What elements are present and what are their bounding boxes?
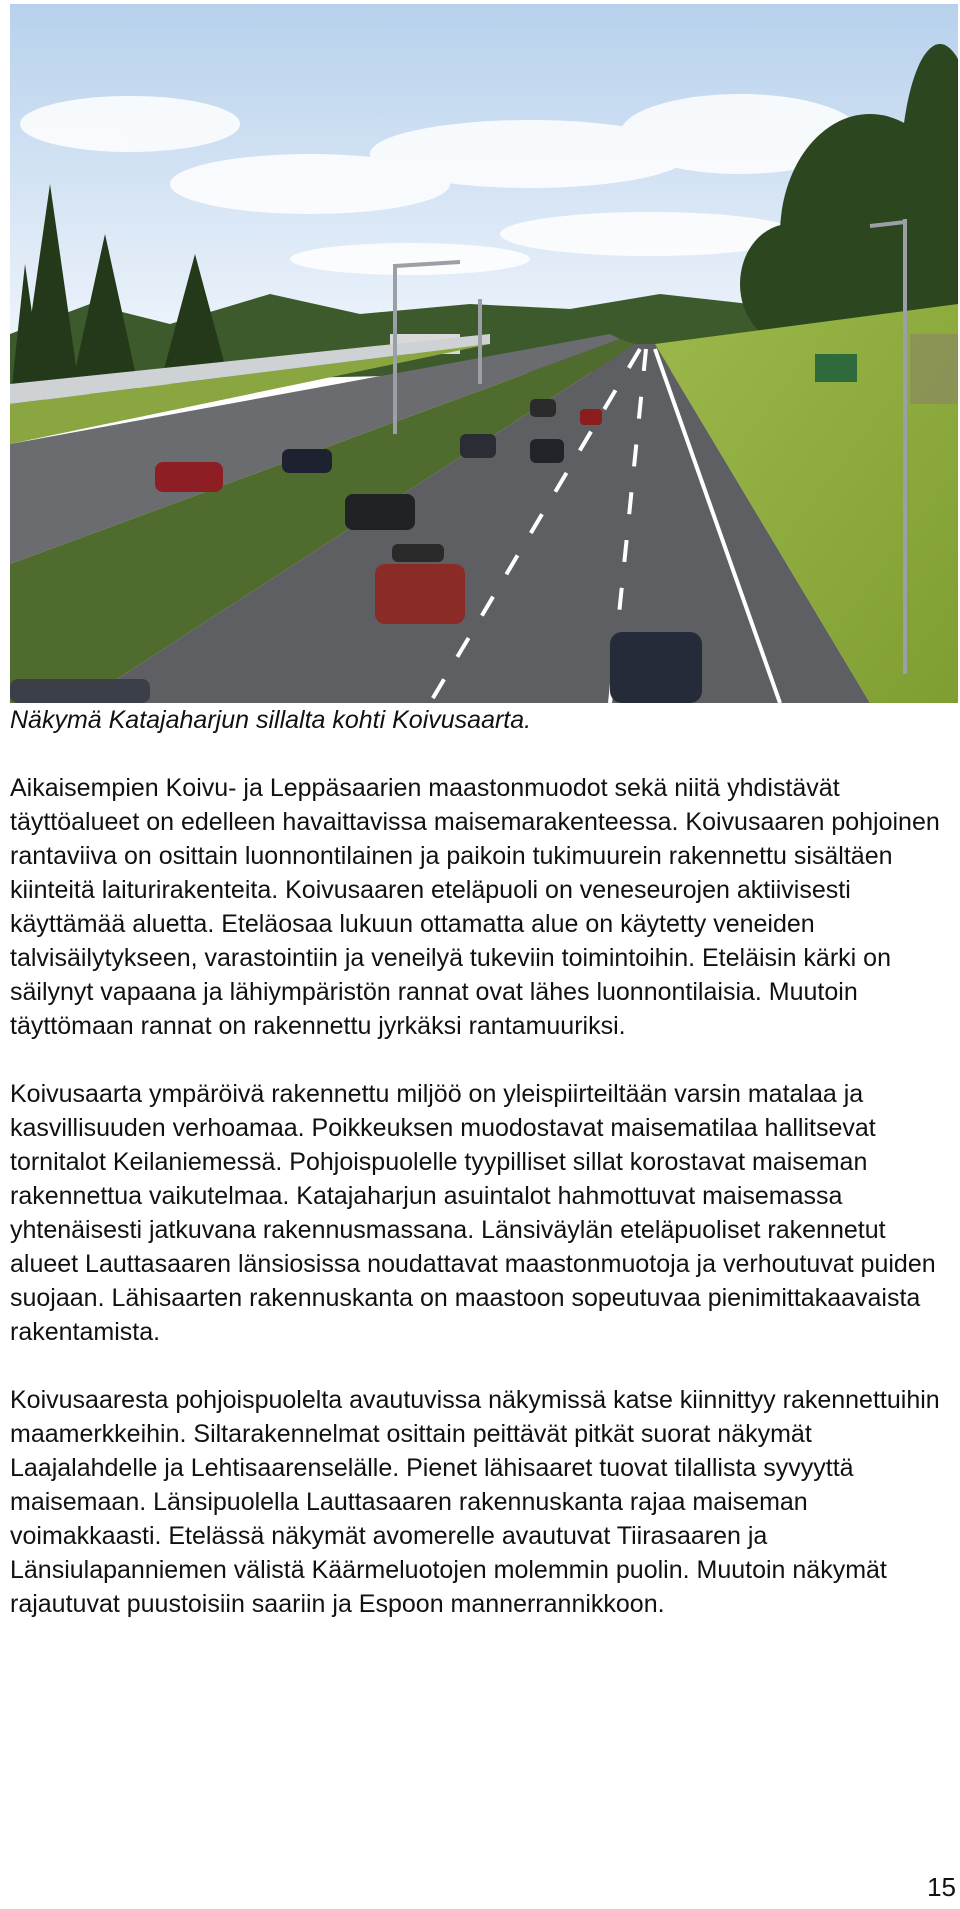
- highway-photo: [10, 4, 958, 703]
- page-number: 15: [927, 1872, 956, 1902]
- paragraph: Koivusaarta ympäröivä rakennettu miljöö on yleispiirteiltään varsin matalaa ja kasvillisuuden verhoamaa. Poikkeuksen muodostavat maisematilaa hallitsevat tornitalot Keilaniemessä. Pohjoispuolelle tyypilliset sillat korostavat maiseman rakennettua vaikutelmaa. Katajaharjun asuintalot hahmottuvat maisemassa yhtenäisesti jatkuvana rakennusmassana. Länsiväylän eteläpuoliset rakennetut alueet Lauttasaaren länsiosissa noudattavat maastonmuotoja ja verhoutuvat puiden suojaan. Lähisaarten rakennuskanta on maastoon sopeutuvaa pienimittakaavaista rakentamista.: [10, 1080, 936, 1346]
- paragraph: Koivusaaresta pohjoispuolelta avautuvissa näkymissä katse kiinnittyy rakennettuihin maamerkkeihin. Siltarakennelmat osittain peittävät pitkät suorat näkymät Laajalahdelle ja Lehtisaarenselälle. Pienet lähisaaret tuovat tilallista syvyyttä maisemaan. Länsipuolella Lauttasaaren rakennuskanta rajaa maiseman voimakkaasti. Etelässä näkymät avomerelle avautuvat Tiirasaaren ja Länsiulapanniemen välistä Käärmeluotojen molemmin puolin. Muutoin näkymät rajautuvat puustoisiin saariin ja Espoon mannerrannikkoon.: [10, 1386, 940, 1618]
- body-text: [10, 771, 950, 1655]
- paragraph: Aikaisempien Koivu- ja Leppäsaarien maastonmuodot sekä niitä yhdistävät täyttöalueet on edelleen havaittavissa maisemarakenteessa. Koivusaaren pohjoinen rantaviiva on osittain luonnontilainen ja paikoin tukimuurein rakennettu sisältäen kiinteitä laiturirakenteita. Koivusaaren eteläpuoli on veneseurojen aktiivisesti käyttämää aluetta. Eteläosaa lukuun ottamatta alue on käytetty veneiden talvisäilytykseen, varastointiin ja veneilyä tukeviin toimintoihin. Eteläisin kärki on säilynyt vapaana ja lähiympäristön rannat ovat lähes luonnontilaisia. Muutoin täyttömaan rannat on rakennettu jyrkäksi rantamuuriksi.: [10, 774, 940, 1040]
- photo-caption: Näkymä Katajaharjun sillalta kohti Koivusaarta.: [10, 706, 532, 734]
- highway-photo-illustration: [10, 4, 958, 703]
